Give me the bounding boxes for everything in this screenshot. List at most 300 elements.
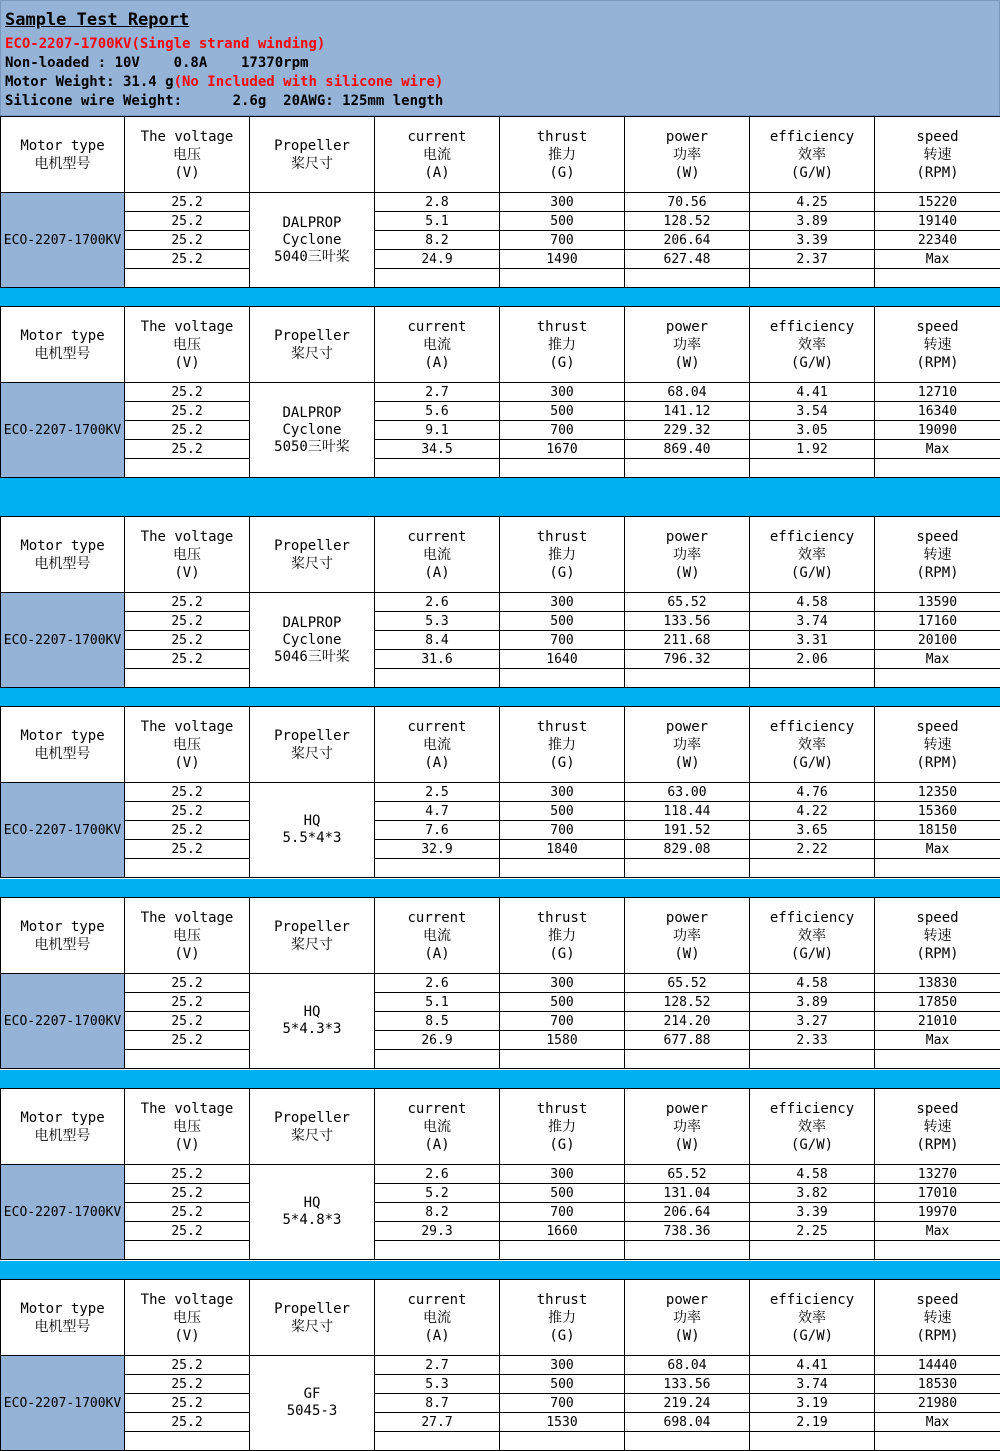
col-header-propeller: [250, 1280, 375, 1356]
thrust-cell: 500: [500, 802, 625, 821]
col-header-cn: 电机型号: [1, 555, 124, 573]
col-header-en: The voltage: [125, 909, 249, 927]
col-header-speed: [875, 1280, 1000, 1356]
power-cell: 128.52: [625, 993, 750, 1012]
col-header-cn: 电压: [125, 146, 249, 164]
col-header-speed: [875, 1089, 1000, 1165]
col-header-unit: (RPM): [875, 354, 1000, 372]
efficiency-cell: 4.76: [750, 783, 875, 802]
thrust-cell: [500, 269, 625, 288]
col-header-motor: [1, 307, 125, 383]
thrust-cell: [500, 1432, 625, 1451]
current-cell: [375, 269, 500, 288]
col-header-current: [375, 707, 500, 783]
speed-cell: 20100: [875, 631, 1000, 650]
col-header-en: Propeller: [250, 727, 374, 745]
power-cell: 65.52: [625, 593, 750, 612]
header-row: [1, 1280, 1000, 1356]
col-header-efficiency: [750, 117, 875, 193]
col-header-unit: (A): [375, 754, 499, 772]
table-row: [1, 1222, 1000, 1241]
current-cell: 2.5: [375, 783, 500, 802]
current-cell: 26.9: [375, 1031, 500, 1050]
test-table: [0, 1088, 1000, 1260]
propeller-line1: DALPROP Cyclone: [250, 615, 374, 649]
power-cell: [625, 1432, 750, 1451]
col-header-unit: (V): [125, 1136, 249, 1154]
current-cell: [375, 459, 500, 478]
current-cell: 2.7: [375, 383, 500, 402]
current-cell: 8.4: [375, 631, 500, 650]
efficiency-cell: 2.19: [750, 1413, 875, 1432]
col-header-cn: 转速: [875, 927, 1000, 945]
model-line: [5, 35, 325, 53]
col-header-en: power: [625, 528, 749, 546]
table-row: [1, 1241, 1000, 1260]
voltage-cell: [125, 459, 250, 478]
col-header-propeller: [250, 898, 375, 974]
power-cell: 211.68: [625, 631, 750, 650]
efficiency-cell: [750, 1050, 875, 1069]
col-header-power: [625, 517, 750, 593]
speed-cell: Max: [875, 840, 1000, 859]
col-header-thrust: [500, 1280, 625, 1356]
wire-weight-line: Silicone wire Weight: 2.6g 20AWG: 125mm length: [5, 92, 443, 110]
col-header-unit: (RPM): [875, 564, 1000, 582]
voltage-cell: 25.2: [125, 1222, 250, 1241]
table-row: [1, 650, 1000, 669]
current-cell: 2.6: [375, 1165, 500, 1184]
efficiency-cell: [750, 269, 875, 288]
col-header-speed: [875, 707, 1000, 783]
col-header-en: power: [625, 1100, 749, 1118]
speed-cell: 19970: [875, 1203, 1000, 1222]
col-header-cn: 功率: [625, 336, 749, 354]
thrust-cell: 700: [500, 631, 625, 650]
propeller-line1: HQ: [250, 813, 374, 830]
col-header-en: The voltage: [125, 718, 249, 736]
col-header-en: efficiency: [750, 318, 874, 336]
voltage-cell: 25.2: [125, 250, 250, 269]
col-header-en: thrust: [500, 1100, 624, 1118]
motor-type-cell: ECO-2207-1700KV: [1, 783, 125, 878]
col-header-cn: 功率: [625, 1118, 749, 1136]
efficiency-cell: 4.41: [750, 1356, 875, 1375]
col-header-en: Propeller: [250, 1300, 374, 1318]
col-header-unit: (A): [375, 164, 499, 182]
col-header-cn: 电压: [125, 927, 249, 945]
col-header-propeller: [250, 117, 375, 193]
col-header-en: power: [625, 128, 749, 146]
col-header-unit: (G/W): [750, 564, 874, 582]
col-header-cn: 电机型号: [1, 1127, 124, 1145]
power-cell: 141.12: [625, 402, 750, 421]
col-header-cn: 桨尺寸: [250, 155, 374, 173]
report-header: [0, 0, 1000, 116]
speed-cell: [875, 1050, 1000, 1069]
col-header-cn: 电压: [125, 736, 249, 754]
propeller-cell: [250, 1165, 375, 1260]
speed-cell: 18530: [875, 1375, 1000, 1394]
voltage-cell: 25.2: [125, 1394, 250, 1413]
efficiency-cell: 2.06: [750, 650, 875, 669]
col-header-en: current: [375, 128, 499, 146]
header-row: [1, 707, 1000, 783]
col-header-en: Motor type: [1, 1109, 124, 1127]
col-header-speed: [875, 307, 1000, 383]
col-header-motor: [1, 1280, 125, 1356]
col-header-unit: (W): [625, 754, 749, 772]
test-block: [0, 1279, 1000, 1451]
speed-cell: 14440: [875, 1356, 1000, 1375]
voltage-cell: 25.2: [125, 821, 250, 840]
col-header-cn: 转速: [875, 1118, 1000, 1136]
table-row: [1, 783, 1000, 802]
speed-cell: Max: [875, 1222, 1000, 1241]
col-header-en: power: [625, 318, 749, 336]
efficiency-cell: 2.37: [750, 250, 875, 269]
col-header-unit: (G/W): [750, 754, 874, 772]
col-header-cn: 电压: [125, 1309, 249, 1327]
voltage-cell: [125, 669, 250, 688]
motor-type-cell: ECO-2207-1700KV: [1, 383, 125, 478]
power-cell: 627.48: [625, 250, 750, 269]
table-row: [1, 669, 1000, 688]
col-header-voltage: [125, 1280, 250, 1356]
col-header-en: thrust: [500, 909, 624, 927]
thrust-cell: 1670: [500, 440, 625, 459]
voltage-cell: [125, 1432, 250, 1451]
power-cell: 131.04: [625, 1184, 750, 1203]
voltage-cell: 25.2: [125, 1165, 250, 1184]
propeller-line2: 5*4.3*3: [250, 1021, 374, 1038]
col-header-en: efficiency: [750, 718, 874, 736]
voltage-cell: 25.2: [125, 193, 250, 212]
thrust-cell: [500, 669, 625, 688]
power-cell: 229.32: [625, 421, 750, 440]
table-row: [1, 859, 1000, 878]
speed-cell: 17850: [875, 993, 1000, 1012]
speed-cell: [875, 459, 1000, 478]
col-header-unit: (G): [500, 754, 624, 772]
thrust-cell: 500: [500, 612, 625, 631]
thrust-cell: 300: [500, 593, 625, 612]
col-header-power: [625, 307, 750, 383]
section-separator: [0, 1261, 1000, 1279]
col-header-power: [625, 117, 750, 193]
col-header-cn: 桨尺寸: [250, 345, 374, 363]
current-cell: 24.9: [375, 250, 500, 269]
current-cell: 5.2: [375, 1184, 500, 1203]
efficiency-cell: 3.39: [750, 231, 875, 250]
voltage-cell: 25.2: [125, 212, 250, 231]
test-block: [0, 116, 1000, 288]
speed-cell: 13270: [875, 1165, 1000, 1184]
power-cell: [625, 269, 750, 288]
voltage-cell: 25.2: [125, 783, 250, 802]
propeller-cell: [250, 783, 375, 878]
col-header-thrust: [500, 307, 625, 383]
voltage-cell: 25.2: [125, 1375, 250, 1394]
voltage-cell: 25.2: [125, 1413, 250, 1432]
propeller-line2: 5.5*4*3: [250, 830, 374, 847]
thrust-cell: 500: [500, 993, 625, 1012]
table-row: [1, 402, 1000, 421]
efficiency-cell: 4.41: [750, 383, 875, 402]
motor-weight: Motor Weight: 31.4 g: [5, 74, 174, 90]
col-header-motor: [1, 1089, 125, 1165]
col-header-propeller: [250, 307, 375, 383]
voltage-cell: 25.2: [125, 440, 250, 459]
speed-cell: Max: [875, 650, 1000, 669]
voltage-cell: 25.2: [125, 650, 250, 669]
col-header-propeller: [250, 1089, 375, 1165]
col-header-unit: (RPM): [875, 164, 1000, 182]
current-cell: 8.5: [375, 1012, 500, 1031]
col-header-unit: (W): [625, 564, 749, 582]
test-block: [0, 516, 1000, 688]
col-header-cn: 电机型号: [1, 745, 124, 763]
voltage-cell: 25.2: [125, 1012, 250, 1031]
table-row: [1, 593, 1000, 612]
table-row: [1, 1050, 1000, 1069]
col-header-unit: (G/W): [750, 945, 874, 963]
efficiency-cell: 3.31: [750, 631, 875, 650]
power-cell: 698.04: [625, 1413, 750, 1432]
power-cell: 133.56: [625, 1375, 750, 1394]
no-load-line: Non-loaded : 10V 0.8A 17370rpm: [5, 54, 308, 72]
speed-cell: [875, 269, 1000, 288]
col-header-cn: 推力: [500, 1309, 624, 1327]
thrust-cell: 700: [500, 421, 625, 440]
thrust-cell: 300: [500, 193, 625, 212]
speed-cell: 13590: [875, 593, 1000, 612]
col-header-unit: (A): [375, 945, 499, 963]
efficiency-cell: 3.54: [750, 402, 875, 421]
efficiency-cell: 2.33: [750, 1031, 875, 1050]
thrust-cell: 700: [500, 1203, 625, 1222]
speed-cell: [875, 859, 1000, 878]
col-header-propeller: [250, 707, 375, 783]
efficiency-cell: 3.27: [750, 1012, 875, 1031]
table-row: [1, 974, 1000, 993]
efficiency-cell: 3.89: [750, 212, 875, 231]
col-header-current: [375, 898, 500, 974]
voltage-cell: [125, 1050, 250, 1069]
col-header-cn: 效率: [750, 1118, 874, 1136]
model-name: ECO-2207-1700KV: [5, 36, 131, 52]
efficiency-cell: [750, 859, 875, 878]
thrust-cell: 300: [500, 974, 625, 993]
efficiency-cell: [750, 459, 875, 478]
current-cell: 5.3: [375, 612, 500, 631]
thrust-cell: [500, 859, 625, 878]
efficiency-cell: 3.74: [750, 1375, 875, 1394]
table-row: [1, 993, 1000, 1012]
voltage-cell: 25.2: [125, 1356, 250, 1375]
thrust-cell: [500, 459, 625, 478]
col-header-motor: [1, 117, 125, 193]
voltage-cell: 25.2: [125, 974, 250, 993]
col-header-cn: 桨尺寸: [250, 745, 374, 763]
table-row: [1, 212, 1000, 231]
header-row: [1, 307, 1000, 383]
table-row: [1, 193, 1000, 212]
current-cell: 5.1: [375, 993, 500, 1012]
report-title: Sample Test Report: [5, 11, 189, 29]
col-header-power: [625, 898, 750, 974]
col-header-en: efficiency: [750, 1291, 874, 1309]
col-header-speed: [875, 517, 1000, 593]
thrust-cell: 1840: [500, 840, 625, 859]
efficiency-cell: 3.74: [750, 612, 875, 631]
power-cell: 70.56: [625, 193, 750, 212]
col-header-unit: (G): [500, 1136, 624, 1154]
current-cell: 32.9: [375, 840, 500, 859]
thrust-cell: 500: [500, 402, 625, 421]
speed-cell: 13830: [875, 974, 1000, 993]
speed-cell: 19090: [875, 421, 1000, 440]
propeller-line1: DALPROP Cyclone: [250, 215, 374, 249]
header-row: [1, 1089, 1000, 1165]
voltage-cell: 25.2: [125, 1031, 250, 1050]
col-header-en: current: [375, 718, 499, 736]
col-header-unit: (G/W): [750, 164, 874, 182]
speed-cell: Max: [875, 250, 1000, 269]
col-header-en: power: [625, 1291, 749, 1309]
col-header-thrust: [500, 707, 625, 783]
current-cell: [375, 669, 500, 688]
thrust-cell: 700: [500, 1394, 625, 1413]
col-header-cn: 效率: [750, 736, 874, 754]
col-header-efficiency: [750, 1089, 875, 1165]
col-header-cn: 功率: [625, 736, 749, 754]
section-separator: [0, 1070, 1000, 1088]
power-cell: 65.52: [625, 974, 750, 993]
col-header-cn: 电压: [125, 1118, 249, 1136]
speed-cell: 17010: [875, 1184, 1000, 1203]
col-header-cn: 电流: [375, 927, 499, 945]
col-header-unit: (G): [500, 164, 624, 182]
table-row: [1, 1413, 1000, 1432]
col-header-current: [375, 117, 500, 193]
winding-note: (Single strand winding): [131, 36, 325, 52]
efficiency-cell: 2.25: [750, 1222, 875, 1241]
table-row: [1, 612, 1000, 631]
efficiency-cell: 3.05: [750, 421, 875, 440]
table-row: [1, 440, 1000, 459]
current-cell: 2.6: [375, 974, 500, 993]
efficiency-cell: [750, 669, 875, 688]
table-row: [1, 840, 1000, 859]
test-table: [0, 116, 1000, 288]
speed-cell: 19140: [875, 212, 1000, 231]
thrust-cell: 300: [500, 383, 625, 402]
speed-cell: Max: [875, 1031, 1000, 1050]
col-header-en: Motor type: [1, 537, 124, 555]
col-header-cn: 桨尺寸: [250, 1127, 374, 1145]
current-cell: 7.6: [375, 821, 500, 840]
col-header-en: Motor type: [1, 1300, 124, 1318]
col-header-unit: (G/W): [750, 1136, 874, 1154]
thrust-cell: 700: [500, 1012, 625, 1031]
table-row: [1, 1031, 1000, 1050]
col-header-thrust: [500, 898, 625, 974]
table-row: [1, 1375, 1000, 1394]
col-header-cn: 电流: [375, 146, 499, 164]
col-header-cn: 推力: [500, 546, 624, 564]
power-cell: [625, 1241, 750, 1260]
col-header-cn: 电流: [375, 546, 499, 564]
propeller-line1: GF: [250, 1386, 374, 1403]
efficiency-cell: 2.22: [750, 840, 875, 859]
weight-note: (No Included with silicone wire): [174, 74, 444, 90]
header-row: [1, 898, 1000, 974]
col-header-cn: 电机型号: [1, 1318, 124, 1336]
col-header-en: The voltage: [125, 128, 249, 146]
col-header-en: current: [375, 318, 499, 336]
current-cell: 31.6: [375, 650, 500, 669]
test-block: [0, 706, 1000, 878]
propeller-line2: 5045-3: [250, 1403, 374, 1420]
motor-type-cell: ECO-2207-1700KV: [1, 593, 125, 688]
col-header-unit: (W): [625, 164, 749, 182]
col-header-cn: 转速: [875, 336, 1000, 354]
col-header-cn: 功率: [625, 546, 749, 564]
propeller-line2: 5040三叶桨: [250, 249, 374, 266]
col-header-en: Motor type: [1, 327, 124, 345]
current-cell: 5.3: [375, 1375, 500, 1394]
col-header-en: current: [375, 1291, 499, 1309]
col-header-en: Motor type: [1, 918, 124, 936]
test-table: [0, 516, 1000, 688]
propeller-cell: [250, 1356, 375, 1451]
power-cell: 206.64: [625, 1203, 750, 1222]
efficiency-cell: 3.82: [750, 1184, 875, 1203]
power-cell: [625, 1050, 750, 1069]
propeller-cell: [250, 383, 375, 478]
col-header-en: Propeller: [250, 137, 374, 155]
col-header-en: efficiency: [750, 1100, 874, 1118]
thrust-cell: 300: [500, 1356, 625, 1375]
voltage-cell: 25.2: [125, 383, 250, 402]
speed-cell: Max: [875, 440, 1000, 459]
col-header-cn: 电机型号: [1, 936, 124, 954]
col-header-cn: 功率: [625, 927, 749, 945]
propeller-line1: HQ: [250, 1195, 374, 1212]
power-cell: 219.24: [625, 1394, 750, 1413]
col-header-unit: (W): [625, 945, 749, 963]
efficiency-cell: 3.89: [750, 993, 875, 1012]
col-header-en: speed: [875, 718, 1000, 736]
thrust-cell: 1530: [500, 1413, 625, 1432]
col-header-speed: [875, 898, 1000, 974]
col-header-en: Propeller: [250, 327, 374, 345]
col-header-efficiency: [750, 307, 875, 383]
current-cell: [375, 859, 500, 878]
current-cell: 8.7: [375, 1394, 500, 1413]
power-cell: 214.20: [625, 1012, 750, 1031]
col-header-efficiency: [750, 517, 875, 593]
speed-cell: 22340: [875, 231, 1000, 250]
table-row: [1, 269, 1000, 288]
col-header-unit: (A): [375, 354, 499, 372]
voltage-cell: 25.2: [125, 593, 250, 612]
voltage-cell: 25.2: [125, 1184, 250, 1203]
col-header-en: power: [625, 718, 749, 736]
current-cell: 5.1: [375, 212, 500, 231]
power-cell: 829.08: [625, 840, 750, 859]
